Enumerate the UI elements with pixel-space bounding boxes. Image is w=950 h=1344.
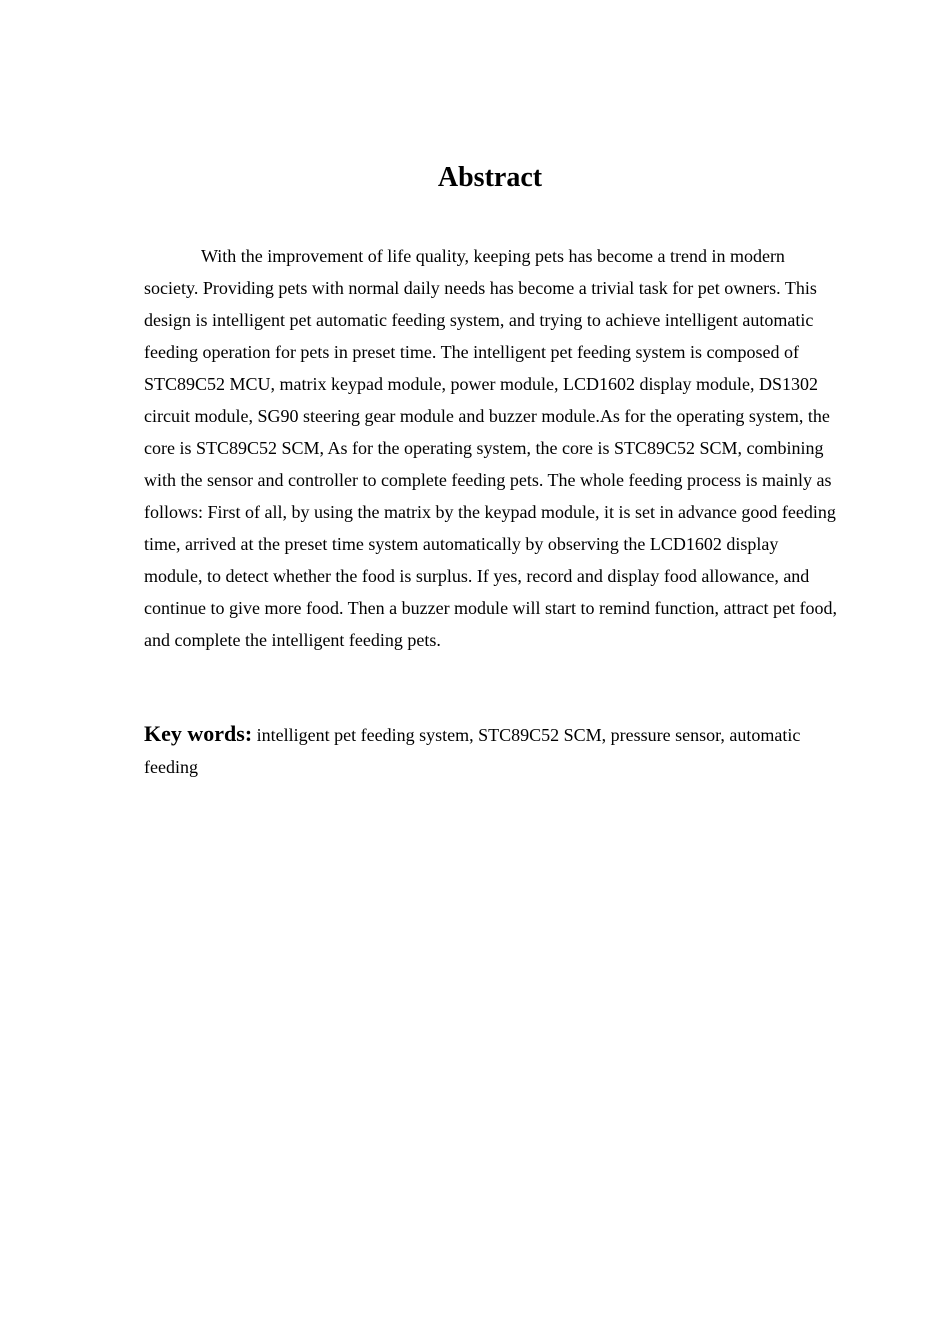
abstract-title: Abstract	[437, 162, 543, 193]
keywords-line	[144, 718, 840, 783]
keywords-text: intelligent pet feeding system, STC89C52 SCM, pressure sensor, automatic feeding	[144, 725, 801, 777]
abstract-paragraph: With the improvement of life quality, keeping pets has become a trend in modern society. Providing pets with normal daily needs has become a trivial task for pet owners. This design is intelligent pet automatic feeding system, and trying to achieve intelligent automatic feeding operation for pets in preset time. The intelligent pet feeding system is composed of STC89C52 MCU, matrix keypad module, power module, LCD1602 display module, DS1302 circuit module, SG90 steering gear module and buzzer module.As for the operating system, the core is STC89C52 SCM, As for the operating system, the core is STC89C52 SCM, combining with the sensor and controller to complete feeding pets. The whole feeding process is mainly as follows: First of all, by using the matrix by the keypad module, it is set in advance good feeding time, arrived at the preset time system automatically by observing the LCD1602 display module, to detect whether the food is surplus. If yes, record and display food allowance, and continue to give more food. Then a buzzer module will start to remind function, attract pet food, and complete the intelligent feeding pets.	[144, 246, 837, 650]
keywords-label: Key words:	[144, 721, 253, 746]
